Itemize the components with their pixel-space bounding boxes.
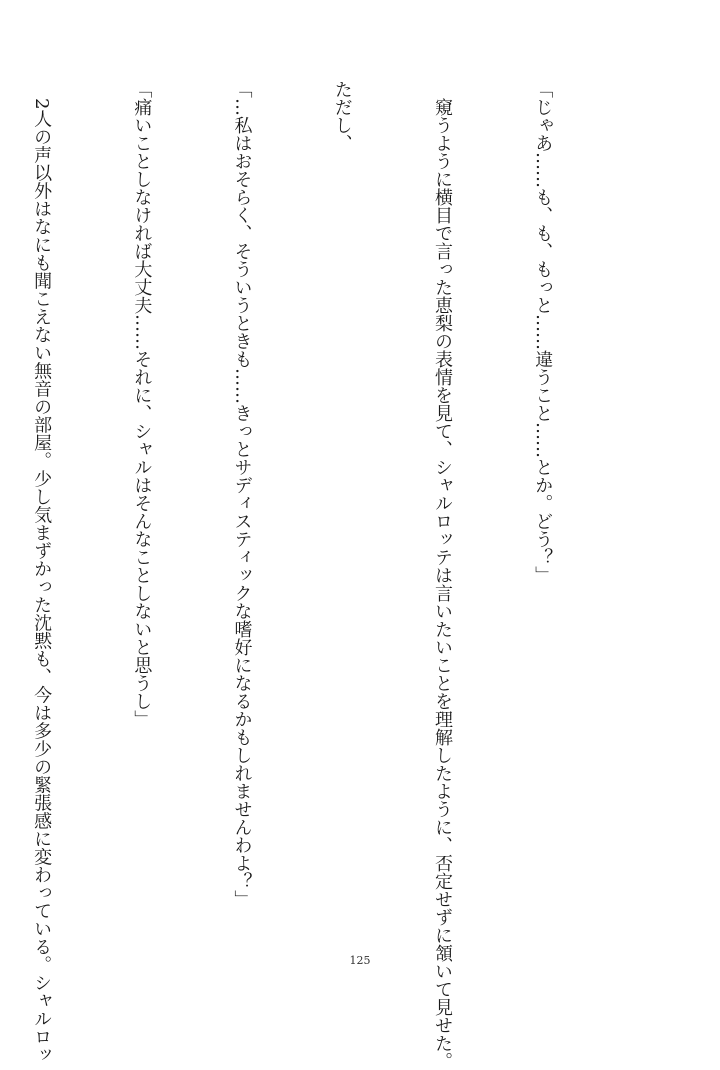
- text-line: 「…私はおそらく、そういうときも……きっとサディスティックな嗜好になるかもしれませんわよ？」: [231, 80, 253, 908]
- text-line: 窺うように横目で言った恵梨の表情を見て、シャルロッテは言いたいことを理解したように、否定せずに頷いて見せた。: [431, 80, 453, 1070]
- text-line: 「じゃあ……も、も、もっと……違うこと……とか。どう？」: [532, 80, 554, 584]
- text-line: 「痛いことしなければ大丈夫……それに、シャルはそんなことしないと思うし」: [131, 80, 153, 728]
- text-line: ただし、: [331, 80, 353, 152]
- text-line: 2人の声以外はなにも聞こえない無音の部屋。少し気まずかった沈黙も、今は多少の緊張感に変わっている。シャルロッ: [31, 80, 53, 1064]
- page-number: 125: [349, 954, 371, 967]
